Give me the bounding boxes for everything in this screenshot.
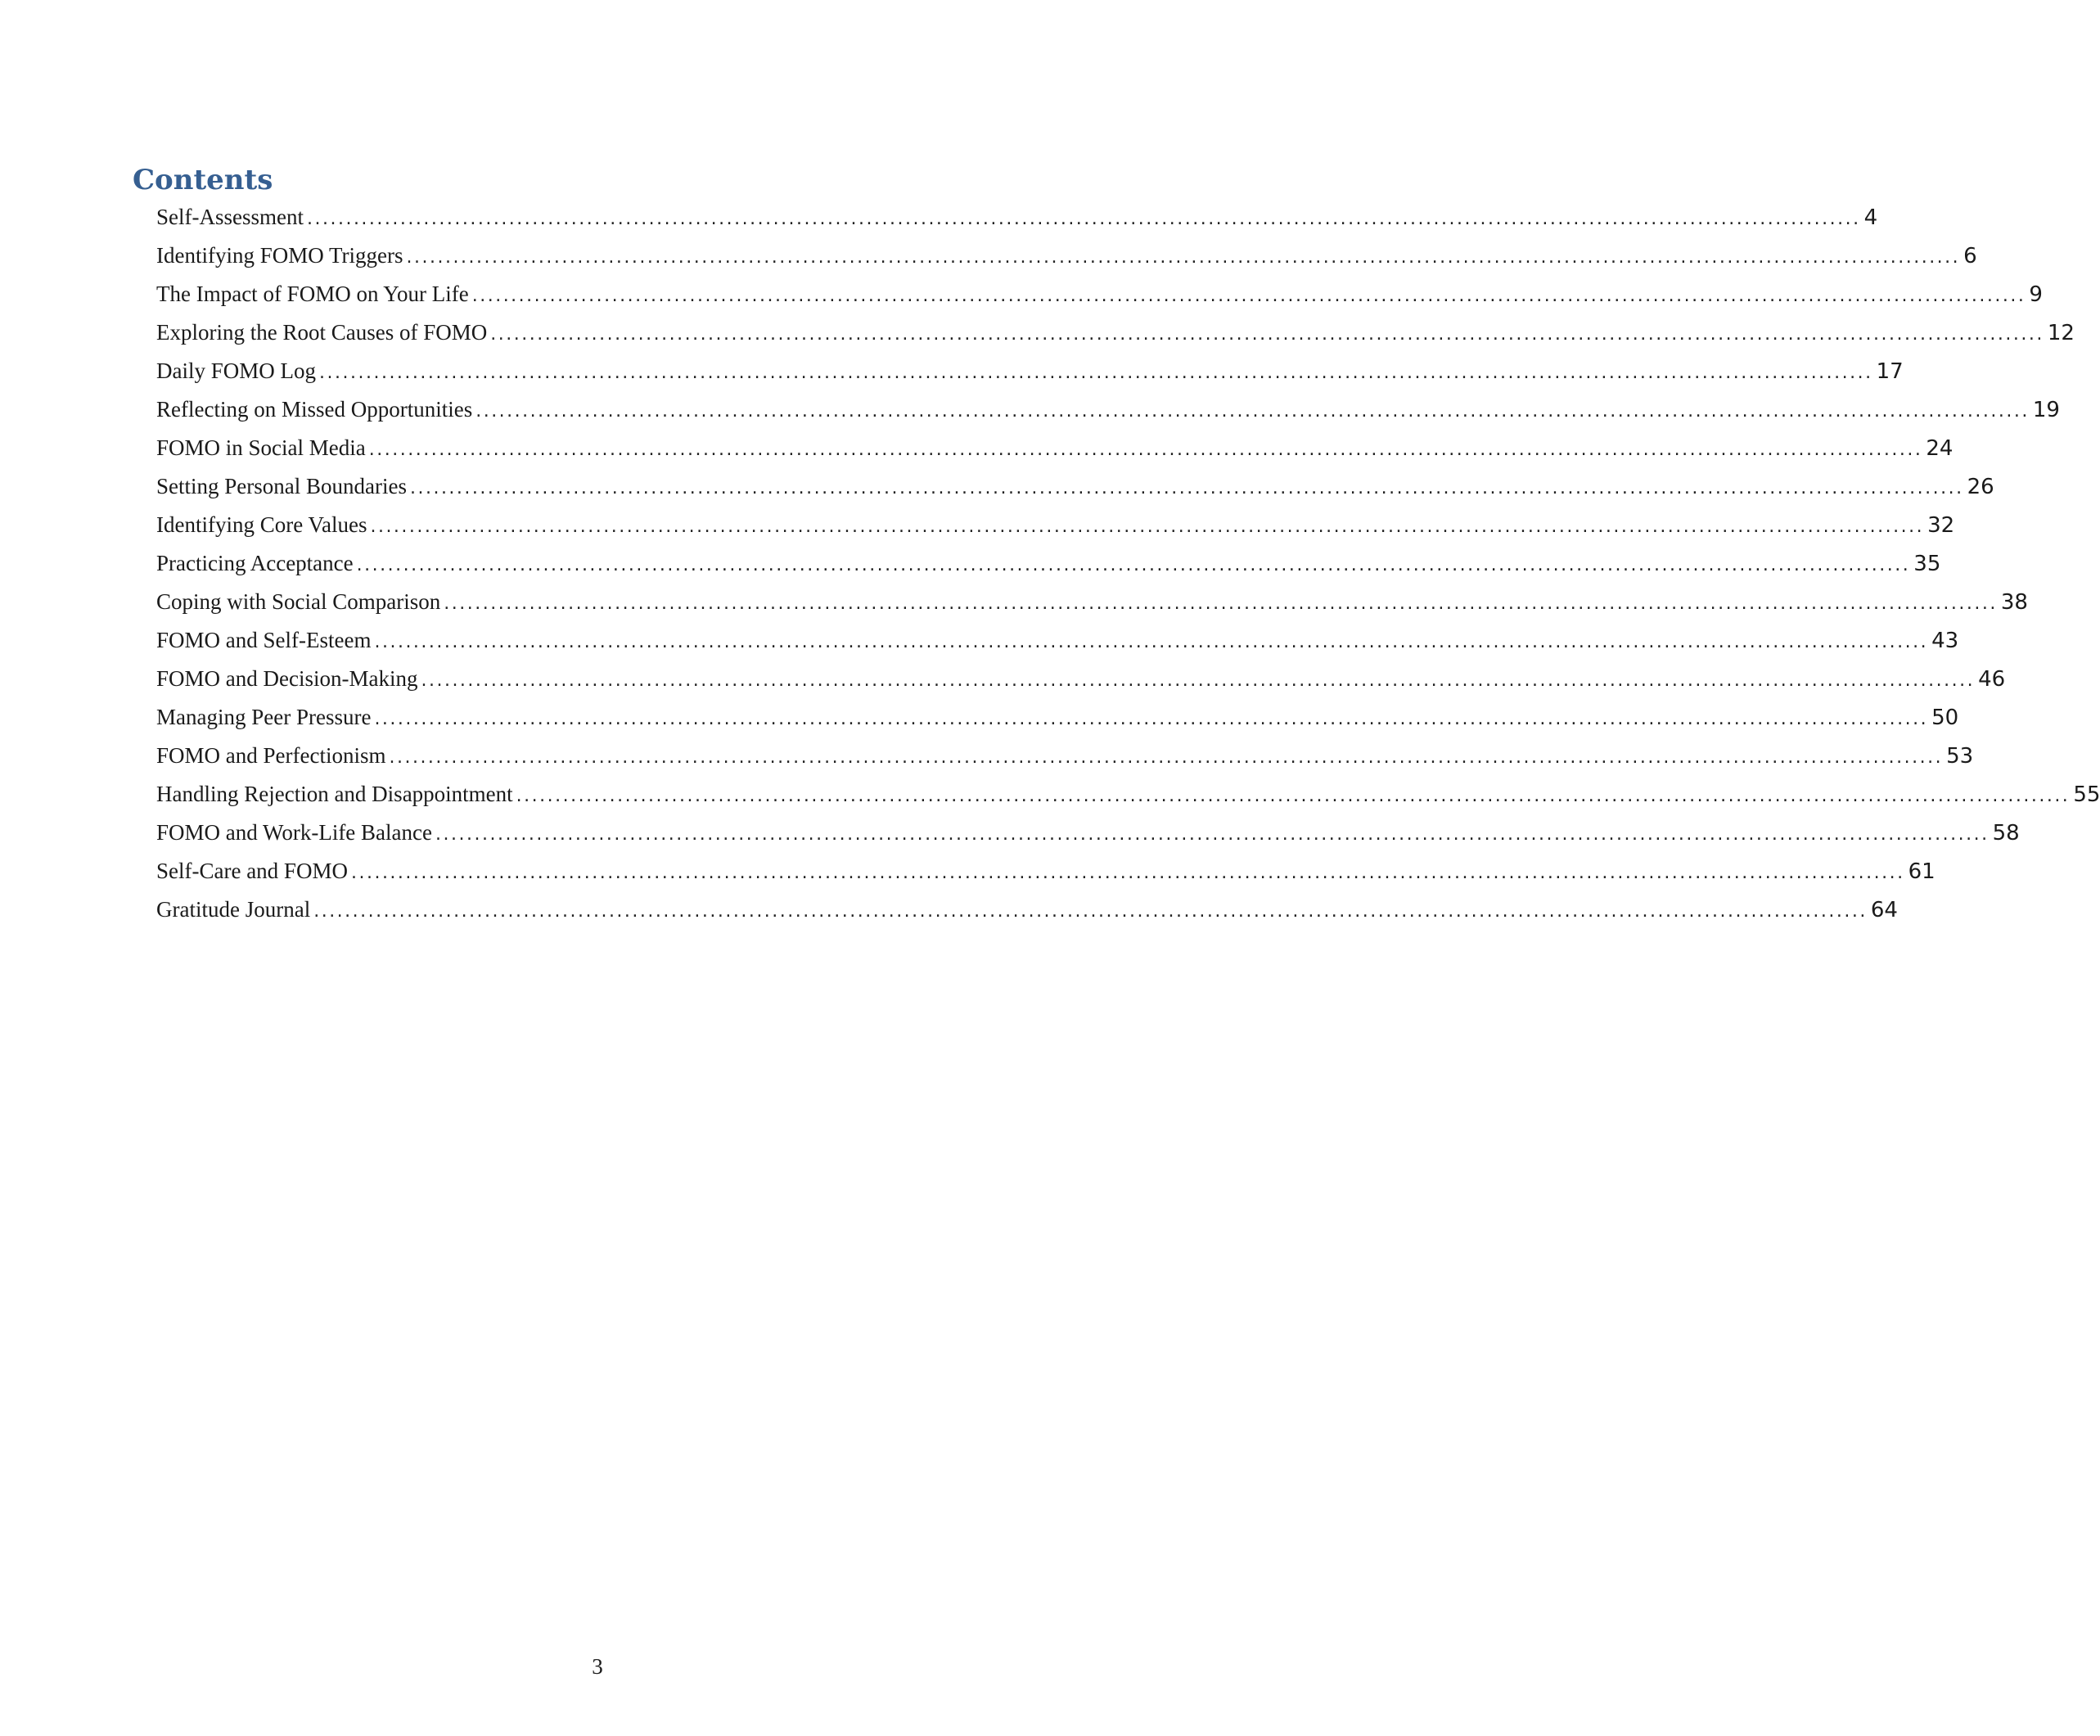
toc-entry-page-number[interactable]: 4: [1863, 205, 1878, 230]
toc-entry[interactable]: [156, 775, 2100, 814]
toc-entry-title[interactable]: Managing Peer Pressure: [156, 705, 372, 729]
toc-entry[interactable]: [156, 852, 1936, 891]
toc-entry-title[interactable]: FOMO and Decision-Making: [156, 666, 418, 691]
toc-entry[interactable]: [156, 313, 2075, 352]
toc-entry[interactable]: [156, 814, 2020, 852]
toc-entry[interactable]: [156, 583, 2028, 621]
toc-entry[interactable]: [156, 275, 2043, 313]
toc-entry-title[interactable]: Self-Care and FOMO: [156, 859, 348, 883]
toc-entry-page-number[interactable]: 19: [2032, 398, 2060, 422]
toc-entry-title[interactable]: Setting Personal Boundaries: [156, 474, 407, 498]
toc-dot-leader: ........................................................................................................................................................................................................: [490, 324, 2044, 345]
toc-entry[interactable]: [156, 390, 2060, 429]
toc-entry-page-number[interactable]: 64: [1870, 898, 1898, 922]
toc-entry-title[interactable]: Practicing Acceptance: [156, 551, 354, 575]
toc-entry-title[interactable]: Gratitude Journal: [156, 897, 311, 922]
toc-entry-title[interactable]: FOMO and Self-Esteem: [156, 628, 372, 652]
toc-dot-leader: ........................................................................................................................................................................................................: [306, 209, 1861, 229]
toc-entry-title[interactable]: Exploring the Root Causes of FOMO: [156, 320, 488, 345]
toc-dot-leader: ........................................................................................................................................................................................................: [389, 747, 1944, 768]
toc-dot-leader: ........................................................................................................................................................................................................: [435, 824, 1990, 845]
toc-entry[interactable]: [156, 237, 1977, 275]
toc-entry[interactable]: [156, 198, 1878, 237]
toc-entry-page-number[interactable]: 35: [1913, 552, 1941, 576]
toc-dot-leader: ........................................................................................................................................................................................................: [516, 786, 2071, 806]
toc-entry-title[interactable]: The Impact of FOMO on Your Life: [156, 282, 469, 306]
toc-entry-page-number[interactable]: 9: [2029, 282, 2043, 307]
toc-entry-page-number[interactable]: 26: [1967, 475, 1994, 499]
toc-entry[interactable]: [156, 506, 1955, 544]
toc-dot-leader: ........................................................................................................................................................................................................: [421, 670, 1976, 691]
toc-dot-leader: ........................................................................................................................................................................................................: [409, 478, 1964, 498]
toc-entry-title[interactable]: Reflecting on Missed Opportunities: [156, 397, 473, 422]
toc-entry-title[interactable]: FOMO in Social Media: [156, 435, 366, 460]
toc-dot-leader: ........................................................................................................................................................................................................: [475, 401, 2030, 422]
toc-entry-page-number[interactable]: 53: [1946, 744, 1974, 769]
toc-entry-title[interactable]: FOMO and Perfectionism: [156, 743, 386, 768]
toc-entry-page-number[interactable]: 38: [2000, 590, 2028, 615]
toc-entry-title[interactable]: Identifying FOMO Triggers: [156, 243, 403, 268]
toc-entry-page-number[interactable]: 43: [1931, 629, 1959, 653]
toc-entry-page-number[interactable]: 46: [1978, 667, 2006, 692]
toc-entry-page-number[interactable]: 58: [1992, 821, 2020, 845]
toc-entry[interactable]: [156, 660, 2006, 698]
toc-dot-leader: ........................................................................................................................................................................................................: [406, 247, 1961, 268]
toc-entry-title[interactable]: Identifying Core Values: [156, 512, 367, 537]
toc-entry-title[interactable]: Coping with Social Comparison: [156, 589, 441, 614]
toc-entry-page-number[interactable]: 6: [1963, 244, 1977, 268]
toc-dot-leader: ........................................................................................................................................................................................................: [350, 863, 1905, 883]
toc-entry-page-number[interactable]: 55: [2073, 782, 2100, 807]
toc-dot-leader: ........................................................................................................................................................................................................: [370, 516, 1925, 537]
toc-dot-leader: ........................................................................................................................................................................................................: [471, 286, 2026, 306]
toc-dot-leader: ........................................................................................................................................................................................................: [368, 440, 1923, 460]
toc-dot-leader: ........................................................................................................................................................................................................: [374, 709, 1929, 729]
toc-entry[interactable]: [156, 698, 1959, 737]
toc-heading: Contents: [133, 164, 273, 196]
toc-entry-title[interactable]: Self-Assessment: [156, 205, 304, 229]
toc-entry[interactable]: [156, 544, 1941, 583]
toc-entry[interactable]: [156, 737, 1974, 775]
toc-entry-page-number[interactable]: 12: [2047, 321, 2075, 345]
toc-list: [156, 198, 2100, 929]
toc-entry-page-number[interactable]: 50: [1931, 706, 1959, 730]
toc-entry[interactable]: [156, 621, 1959, 660]
toc-entry-page-number[interactable]: 61: [1908, 859, 1936, 884]
toc-entry-page-number[interactable]: 24: [1926, 436, 1954, 461]
toc-entry[interactable]: [156, 352, 1904, 390]
toc-entry-title[interactable]: FOMO and Work-Life Balance: [156, 820, 432, 845]
toc-entry[interactable]: [156, 429, 1954, 467]
toc-entry-page-number[interactable]: 32: [1927, 513, 1955, 538]
toc-dot-leader: ........................................................................................................................................................................................................: [374, 632, 1929, 652]
toc-entry-title[interactable]: Daily FOMO Log: [156, 358, 316, 383]
toc-entry-page-number[interactable]: 17: [1876, 359, 1904, 384]
toc-dot-leader: ........................................................................................................................................................................................................: [319, 363, 1873, 383]
toc-entry[interactable]: [156, 891, 1898, 929]
toc-dot-leader: ........................................................................................................................................................................................................: [444, 593, 1998, 614]
page-number: 3: [592, 1654, 603, 1679]
toc-entry-title[interactable]: Handling Rejection and Disappointment: [156, 782, 513, 806]
toc-dot-leader: ........................................................................................................................................................................................................: [313, 901, 1868, 922]
toc-entry[interactable]: [156, 467, 1994, 506]
toc-dot-leader: ........................................................................................................................................................................................................: [356, 555, 1911, 575]
